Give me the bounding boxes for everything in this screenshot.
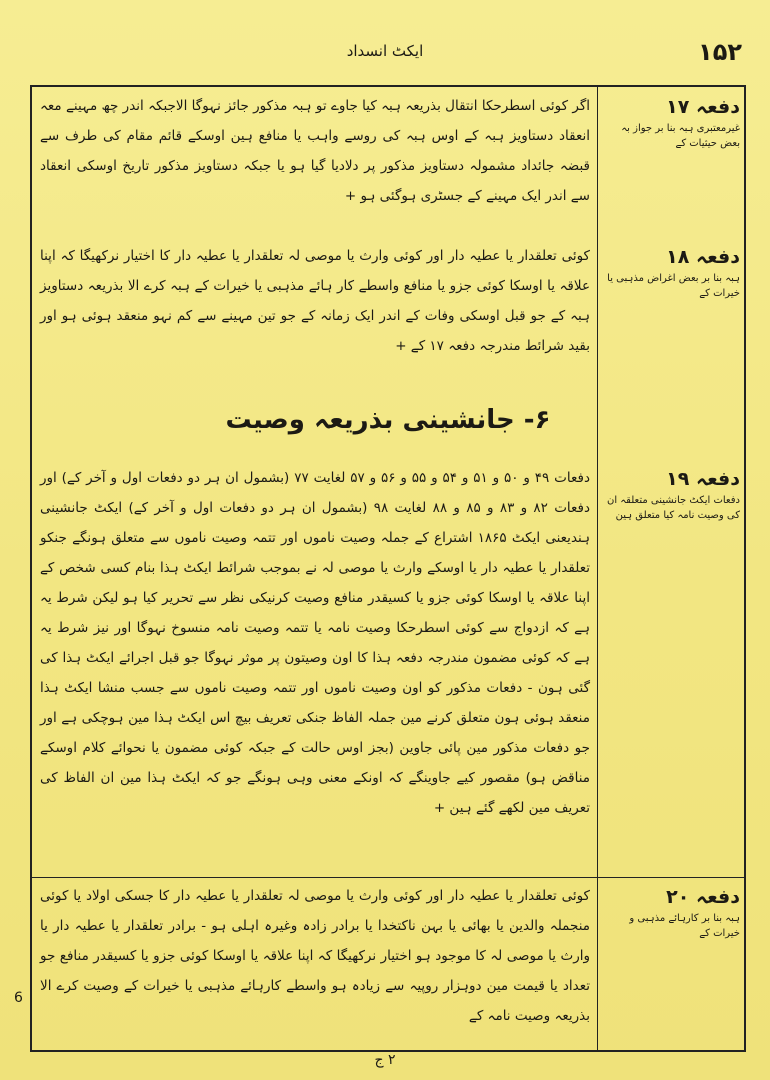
- page-header: [20, 38, 750, 66]
- section-19-side-note: دفعات ایکٹ جانشینی متعلقہ ان کی وصیت نامہ کیا متعلق ہین: [607, 495, 740, 521]
- section-19-text: دفعات ۴۹ و ۵۰ و ۵۱ و ۵۴ و ۵۵ و ۵۶ و ۵۷ لغایت ۷۷ (بشمول ان ہر دو دفعات اول و آخر کے) اور دفعات ۸۲ و ۸۳ و ۸۵ و ۸۸ لغایت ۹۸ (بشمول ان ہر دو دفعات اول و آخر کے) ایکٹ جانشینی ہندیعنی ایکٹ ۱۸۶۵ اشتراع کے جملہ وصیت ناموں اور تتمہ وصیت ناموں سے متعلق ہونگے جنکو تعلقدار یا عطیہ دار یا اوسکے وارث یا موصی لہ نے بموجب شرائط ایکٹ ہذا بنام کسی شخص کے اپنا علاقہ یا اوسکا کوئی جزو یا کسیقدر منافع وصیت کرنیکی نظر سے تحریر کیا ہو لیکن شرط یہ ہے کہ ازدواج سے کوئی اسطرحکا وصیت نامہ یا تتمہ وصیت نامہ منسوخ نہوگا اور نیز شرط یہ ہے کہ کوئی مضمون مندرجہ دفعہ ہذا کا اون وصیتون پر موثر نہوگا جو قبل اجرائے ایکٹ ہذا کی گئی ہون - دفعات مذکور کو اون وصیت ناموں اور تتمہ وصیت ناموں سے جسب منشا ایکٹ ہذا منعقد ہوئی ہون متعلق کرنے مین جملہ الفاظ جنکی تعریف بیچ اس ایکٹ ہذا مین ہوچکی ہے اور جو دفعات مذکور مین پائی جاوین (بجز اوس حالت کے جبکہ کوئی مضمون یا نحوائے کلام اوسکے مناقض ہو) مقصور کیے جاوینگے کہ اونکے معنی وہی ہونگے جو کہ ایکٹ ہذا مین ان الفاظ کی تعریف مین لکھے گئے ہین +: [40, 470, 591, 816]
- section-divider: [32, 877, 744, 878]
- section-17-number: دفعہ ۱۷: [666, 96, 740, 118]
- signature-mark: ۲ ج: [374, 1052, 396, 1068]
- section-20-text: کوئی تعلقدار یا عطیہ دار اور کوئی وارث یا موصی لہ تعلقدار یا عطیہ دار کا جسکی اولاد یا کوئی منجملہ والدین یا بھائی یا بہن ناکتخدا یا برادر زادہ وغیرہ اہلی ہو - برادر تعلقدار یا عطیہ دار یا وارث یا موصی لہ کا موجود ہو اختیار نرکھیگا کہ اپنا علاقہ یا اوسکا کوئی جزو یا کسیقدر منافع جو تعداد یا قیمت مین دوہزار روپیہ سے زیادہ ہو واسطے کارہائے مذہبی یا خیرات کے وصیت کرے الا بذریعہ وصیت نامہ کے: [40, 888, 590, 1024]
- margin-column-rule: [597, 87, 598, 1050]
- section-19-label: [602, 467, 740, 523]
- section-18-text: کوئی تعلقدار یا عطیہ دار اور کوئی وارث یا موصی لہ تعلقدار یا عطیہ دار کا اختیار نرکھیگا کہ اپنا علاقہ یا اوسکا کوئی جزو یا منافع واسطے کار ہائے مذہبی یا خیرات کے ہبہ کرے الا بذریعہ دستاویز ہبہ کے جو قبل اوسکی وفات کے اندر ایک زمانہ کے جو تین مہینے سے کم نہو منعقد ہوئی ہو اور بقید شرائط مندرجہ دفعہ ۱۷ کے +: [40, 248, 590, 354]
- section-17-label: [602, 95, 740, 151]
- section-20-number: دفعہ ۲۰: [666, 886, 740, 908]
- running-title: ایکٹ انسداد: [346, 42, 424, 60]
- section-18-label: [602, 245, 740, 301]
- section-17-text: اگر کوئی اسطرحکا انتقال بذریعہ ہبہ کیا جاوے تو ہبہ مذکور جائز نہوگا الاجبکہ اندر چھ مہینے معہ انعقاد دستاویز ہبہ کے اوس ہبہ کی روسے واہب یا منافع ہین اوسکے قائم مقام کی طرف سے قبضہ جائداد مشمولہ دستاویز مذکور پر دلادیا گیا ہو یا جبکہ دستاویز مذکور تاریخ اوسکی انعقاد سے اندر ایک مہینے کے جسٹری ہوگئی ہو +: [40, 98, 590, 204]
- section-18-side-note: ہبہ بنا بر بعض اغراض مذہبی یا خیرات کے: [607, 273, 740, 299]
- section-20-label: [602, 885, 740, 941]
- section-18-number: دفعہ ۱۸: [666, 246, 740, 268]
- chapter-heading: ۶- جانشینی بذریعہ وصیت: [225, 405, 551, 435]
- section-17-side-note: غیرمعتبری ہبہ بنا بر جواز بہ بعض حیثیات کے: [621, 123, 740, 149]
- section-20-side-note: ہبہ بنا بر کارہائے مذہبی و خیرات کے: [629, 913, 740, 939]
- page-number: ۱۵۲: [698, 38, 742, 66]
- section-19-number: دفعہ ۱۹: [666, 468, 740, 490]
- margin-mark: 6: [14, 990, 23, 1006]
- text-frame: [30, 85, 746, 1052]
